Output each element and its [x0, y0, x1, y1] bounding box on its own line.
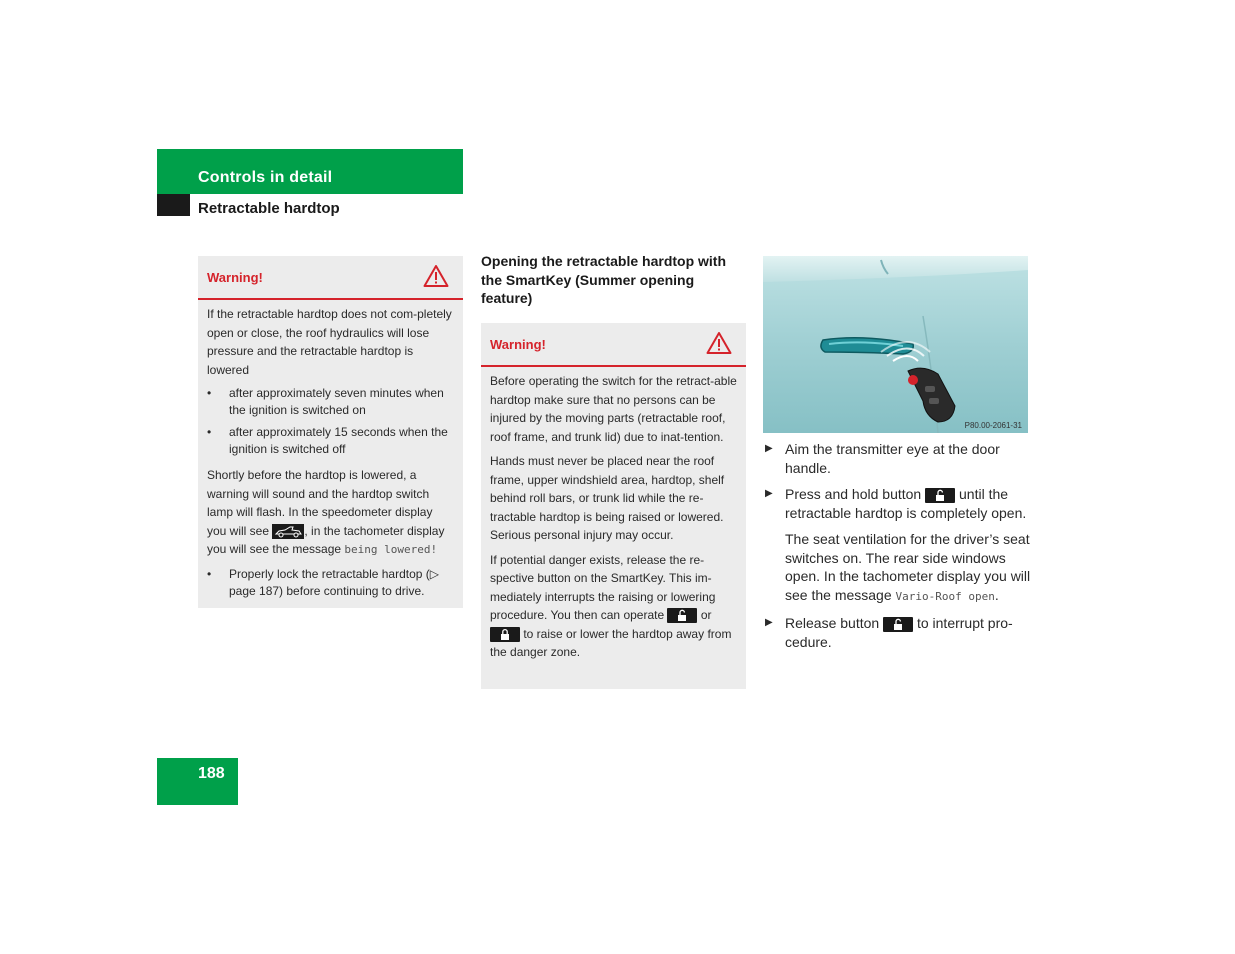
section-header-bar — [157, 149, 463, 194]
warning-triangle-icon — [423, 264, 449, 288]
warning-intro: If the retractable hardtop does not com-pletely open or close, the roof hydraulics will lose pressure and the retractable hardtop is lowered — [207, 307, 452, 377]
warning-header — [198, 256, 463, 300]
step-item: ▶ Aim the transmitter eye at the door handle. — [765, 441, 1000, 476]
unlock-key-icon — [883, 617, 913, 632]
section-title: Controls in detail — [198, 169, 333, 186]
warning-paragraph: Hands must never be placed near the roof frame, upper windshield area, hardtop, shelf behind roll bars, or trunk lid while the re-tractable hardtop is being raised or lowered. Serious personal injury may occur. — [490, 454, 725, 542]
warning-header — [481, 323, 746, 367]
warning-label: Warning! — [207, 270, 263, 285]
warning-box-hardtop-pressure — [198, 256, 463, 608]
instruction-steps — [763, 440, 1033, 659]
section-heading: Opening the retractable hardtop with the SmartKey (Summer opening feature) — [481, 253, 727, 306]
warning-body — [481, 367, 746, 674]
car-door-illustration — [763, 256, 1028, 433]
smartkey-door-photo — [763, 256, 1028, 433]
bullet-text: after approximately 15 seconds when the ignition is switched off — [229, 425, 448, 456]
convertible-car-icon — [272, 524, 304, 539]
subsection-marker — [157, 194, 190, 216]
warning-triangle-icon — [706, 331, 732, 355]
photo-caption: P80.00-2061-31 — [964, 421, 1022, 430]
list-item: • after approximately seven minutes when the ignition is switched on — [207, 386, 444, 417]
display-message: being lowered! — [344, 543, 438, 556]
warning-box-moving-parts — [481, 323, 746, 689]
warning-label: Warning! — [490, 337, 546, 352]
arrow-bullet-icon: ▶ — [765, 443, 773, 454]
unlock-key-icon — [667, 608, 697, 623]
arrow-bullet-icon: ▶ — [765, 617, 773, 628]
display-message: Vario-Roof open — [895, 589, 995, 603]
page-number-box — [157, 758, 238, 805]
page-ref-arrow-icon: ▷ — [429, 566, 439, 581]
warning-paragraph: Before operating the switch for the retract-able hardtop make sure that no persons can be injured by the moving parts (retractable roof, roof frame, and trunk lid) due to inat-tention. — [490, 374, 737, 444]
warning-paragraph: If potential danger exists, release the re-spective button on the SmartKey. This im-mediately interrupts the raising or lowering procedure. You then can operate or to raise or lower the hardtop away from the danger zone. — [490, 552, 732, 659]
warning-lowering-paragraph: Shortly before the hardtop is lowered, a warning will sound and the hardtop switch lamp will flash. In the speedometer display you will see , in the tachometer display you will see the message being lowered! — [207, 468, 445, 556]
warning-body — [198, 300, 463, 611]
lock-key-icon — [490, 627, 520, 642]
unlock-key-icon — [925, 488, 955, 503]
page-number: 188 — [198, 765, 225, 782]
arrow-bullet-icon: ▶ — [765, 488, 773, 499]
list-item: • after approximately 15 seconds when the ignition is switched off — [207, 425, 448, 456]
step-item: ▶ Press and hold button until the retractable hardtop is completely open. — [765, 486, 1027, 521]
step-note: The seat ventilation for the driver’s seat switches on. The rear side windows open. In the tachometer display you will see the message Vario-Roof open. — [785, 531, 1031, 603]
list-item: • Properly lock the retractable hardtop (▷ page 187) before continuing to drive. — [207, 566, 439, 598]
bullet-text: after approximately seven minutes when the ignition is switched on — [229, 386, 444, 417]
subsection-title: Retractable hardtop — [198, 200, 340, 217]
step-item: ▶ Release button to interrupt pro-cedure. — [765, 615, 1013, 650]
